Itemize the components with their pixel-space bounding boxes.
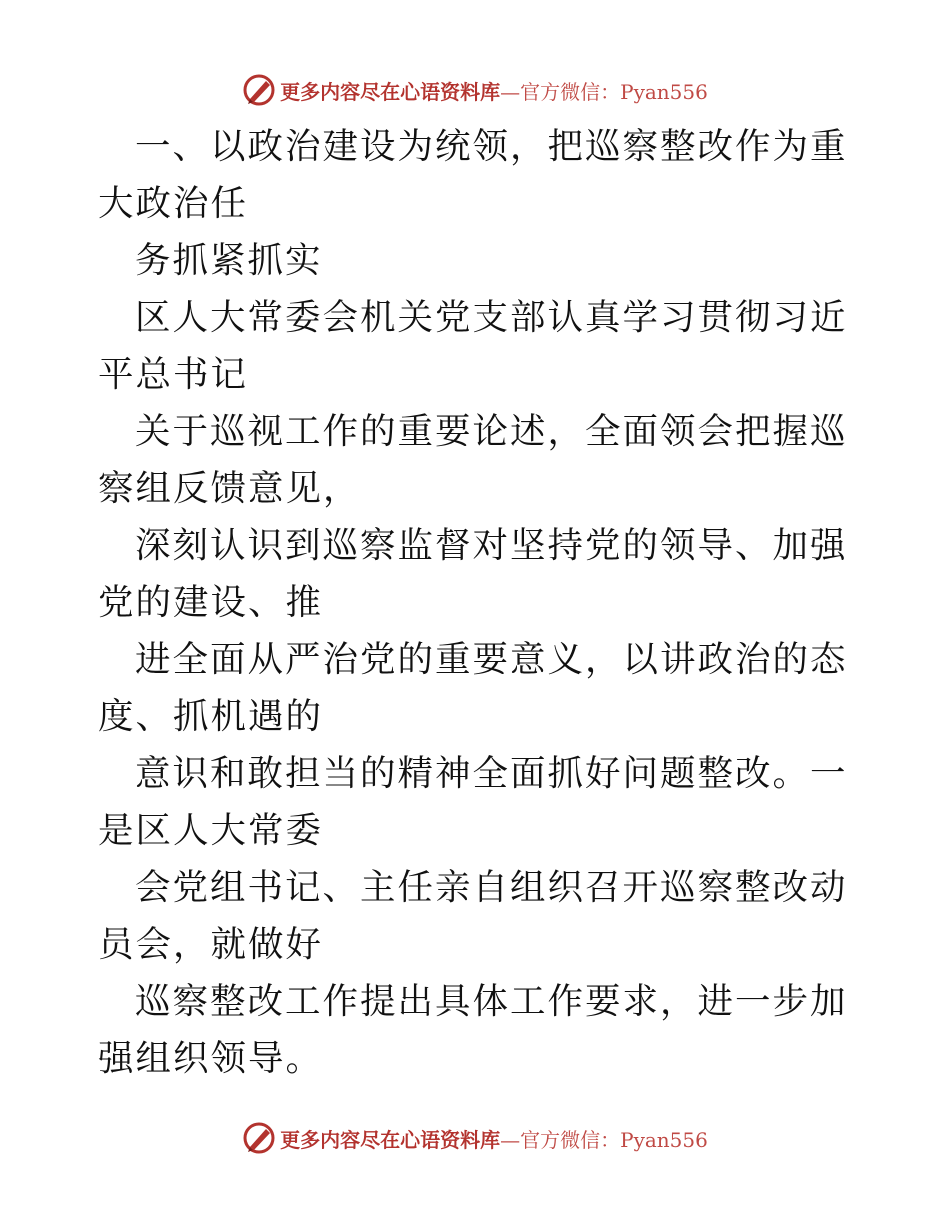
paragraph: 一、以政治建设为统领，把巡察整改作为重大政治任 [98,126,848,224]
body-text [98,118,858,1087]
footer-banner-text [280,1124,708,1153]
header-banner-text [280,76,708,105]
pen-circle-logo-icon [242,1121,276,1155]
paragraph: 进全面从严治党的重要意义，以讲政治的态度、抓机遇的 [98,639,848,737]
paragraph: 区人大常委会机关党支部认真学习贯彻习近平总书记 [98,297,848,395]
footer-banner [0,1118,950,1158]
paragraph: 务抓紧抓实 [135,240,323,281]
pen-circle-logo-icon [242,73,276,107]
paragraph: 深刻认识到巡察监督对坚持党的领导、加强党的建设、推 [98,525,848,623]
paragraph: 意识和敢担当的精神全面抓好问题整改。一是区人大常委 [98,753,848,851]
paragraph: 关于巡视工作的重要论述，全面领会把握巡察组反馈意见， [98,411,848,509]
header-banner-suffix: —官方微信：Pyan556 [500,79,708,104]
paragraph: 巡察整改工作提出具体工作要求，进一步加强组织领导。 [98,981,848,1079]
header-banner [0,70,950,110]
paragraph: 会党组书记、主任亲自组织召开巡察整改动员会，就做好 [98,867,848,965]
header-banner-prefix: 更多内容尽在心语资料库 [280,79,501,104]
footer-banner-suffix: —官方微信：Pyan556 [500,1127,708,1152]
footer-banner-prefix: 更多内容尽在心语资料库 [280,1127,501,1152]
